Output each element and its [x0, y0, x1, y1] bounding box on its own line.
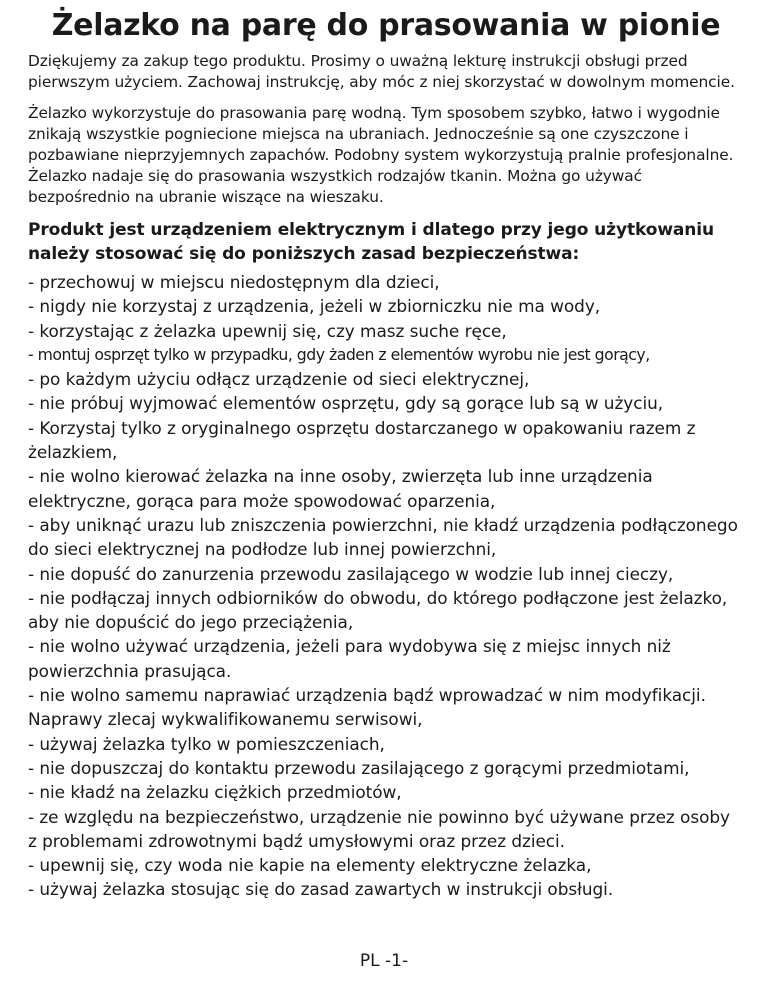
safety-rule: - nie kładź na żelazku ciężkich przedmiotów,: [28, 782, 402, 803]
safety-rule: - nie wolno kierować żelazka na inne osoby, zwierzęta lub inne urządzenia elektryczne, gorąca para może spowodować oparzenia,: [28, 466, 653, 511]
manual-page: [28, 8, 744, 902]
safety-rule: - używaj żelazka stosując się do zasad zawartych w instrukcji obsługi.: [28, 879, 614, 900]
safety-rule: - nie próbuj wyjmować elementów osprzętu, gdy są gorące lub są w użyciu,: [28, 393, 664, 414]
safety-rule: - nie podłączaj innych odbiorników do obwodu, do którego podłączone jest żelazko, aby nie dopuścić do jego przeciążenia,: [28, 587, 728, 633]
safety-rule: - montuj osprzęt tylko w przypadku, gdy żaden z elementów wyrobu nie jest gorący,: [28, 344, 650, 364]
safety-rule: - ze względu na bezpieczeństwo, urządzenie nie powinno być używane przez osoby z problemami zdrowotnymi bądź umysłowymi oraz przez dzieci.: [28, 806, 730, 851]
safety-rule: - Korzystaj tylko z oryginalnego osprzętu dostarczanego w opakowaniu razem z żelazkiem,: [28, 417, 696, 463]
safety-rule: - używaj żelazka tylko w pomieszczeniach,: [28, 733, 385, 754]
safety-rule: - nie wolno samemu naprawiać urządzenia bądź wprowadzać w nim modyfikacji. Naprawy zlecaj wykwalifikowanemu serwisowi,: [28, 685, 706, 730]
safety-rule: - aby uniknąć urazu lub zniszczenia powierzchni, nie kładź urządzenia podłączonego do sieci elektrycznej na podłodze lub innej powierzchni,: [28, 514, 738, 560]
page-title: Żelazko na parę do prasowania w pionie: [51, 8, 721, 43]
safety-rules-list: [28, 270, 744, 902]
safety-rule: - nie dopuszczaj do kontaktu przewodu zasilającego z gorącymi przedmiotami,: [28, 757, 690, 778]
intro-paragraph: Dziękujemy za zakup tego produktu. Prosimy o uważną lekturę instrukcji obsługi przed pierwszym użyciem. Zachowaj instrukcję, aby móc z niej skorzystać w dowolnym momencie.: [28, 52, 735, 91]
safety-rule: - po każdym użyciu odłącz urządzenie od sieci elektrycznej,: [28, 369, 530, 390]
safety-rule: - korzystając z żelazka upewnij się, czy masz suche ręce,: [28, 320, 507, 341]
safety-rule: - upewnij się, czy woda nie kapie na elementy elektryczne żelazka,: [28, 855, 592, 876]
safety-rule: - nie dopuść do zanurzenia przewodu zasilającego w wodzie lub innej cieczy,: [28, 563, 674, 584]
safety-rule: - przechowuj w miejscu niedostępnym dla dzieci,: [28, 272, 440, 292]
page-number: PL -1-: [359, 951, 409, 971]
safety-rule: - nie wolno używać urządzenia, jeżeli para wydobywa się z miejsc innych niż powierzchnia prasująca.: [28, 636, 671, 681]
safety-heading: Produkt jest urządzeniem elektrycznym i dlatego przy jego użytkowaniu należy stosować się do poniższych zasad bezpieczeństwa:: [28, 220, 715, 264]
description-paragraph: Żelazko wykorzystuje do prasowania parę wodną. Tym sposobem szybko, łatwo i wygodnie znikają wszystkie pogniecione miejsca na ubraniach. Jednocześnie są one czyszczone i pozbawiane nieprzyjemnych zapachów. Podobny system wykorzystują pralnie profesjonalne. Żelazko nadaje się do prasowania wszystkich rodzajów tkanin. Można go używać bezpośrednio na ubranie wiszące na wieszaku.: [28, 104, 734, 206]
safety-rule: - nigdy nie korzystaj z urządzenia, jeżeli w zbiorniczku nie ma wody,: [28, 296, 601, 317]
